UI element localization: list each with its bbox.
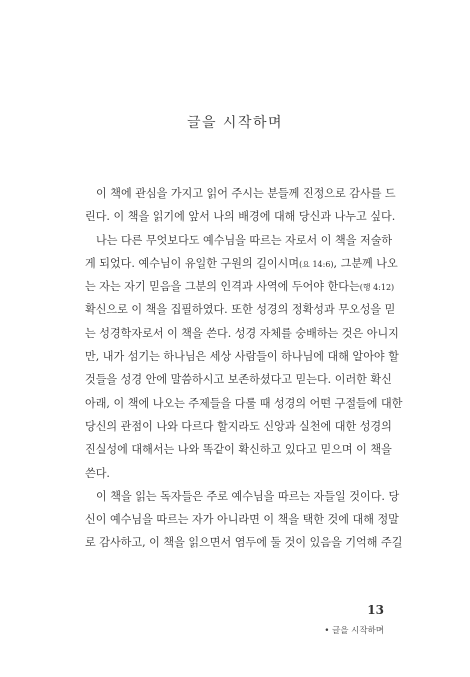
text-fragment: 게 되었다. 예수님이 유일한 구원의 길이시며 xyxy=(85,256,300,270)
text-line: 만, 내가 섬기는 하나님은 세상 사람들이 하나님에 대해 알아야 할 xyxy=(85,350,399,364)
text-line: 는 성경학자로서 이 책을 쓴다. 성경 자체를 숭배하는 것은 아니지 xyxy=(85,326,399,340)
page-title: 글을 시작하며 xyxy=(186,115,284,131)
text-line xyxy=(85,275,395,298)
text-line: 신이 예수님을 따르는 자가 아니라면 이 책을 택한 것에 대해 정말 xyxy=(85,513,399,527)
scripture-reference: (행 4:12) xyxy=(359,283,395,293)
text-fragment: , 그분께 나오 xyxy=(333,256,398,270)
running-head: • 글을 시작하며 xyxy=(324,626,384,636)
text-line: 로 감사하고, 이 책을 읽으면서 염두에 둘 것이 있음을 기억해 주길 xyxy=(85,536,403,550)
scripture-reference: (요 14:6) xyxy=(299,259,334,269)
text-line: 쓴다. xyxy=(85,466,110,480)
text-line: 확신으로 이 책을 집필하였다. 또한 성경의 정확성과 무오성을 믿 xyxy=(85,303,396,317)
text-line: 린다. 이 책을 읽기에 앞서 나의 배경에 대해 당신과 나누고 싶다. xyxy=(85,210,396,224)
text-line: 나는 다른 무엇보다도 예수님을 따르는 자로서 이 책을 저술하 xyxy=(96,233,393,247)
text-fragment: 는 자는 자기 믿음을 그분의 인격과 사역에 두어야 한다는 xyxy=(85,280,360,294)
text-line: 진실성에 대해서는 나와 똑같이 확신하고 있다고 믿으며 이 책을 xyxy=(85,443,392,457)
text-line: 것들을 성경 안에 말씀하시고 보존하셨다고 믿는다. 이러한 확신 xyxy=(85,373,392,387)
body-text xyxy=(85,182,403,555)
page-number: 13 xyxy=(367,603,384,617)
text-line: 아래, 이 책에 나오는 주제들을 다룰 때 성경의 어떤 구절들에 대한 xyxy=(85,396,403,410)
text-line: 이 책에 관심을 가지고 읽어 주시는 분들께 진정으로 감사를 드 xyxy=(96,187,396,200)
text-line: 이 책을 읽는 독자들은 주로 예수님을 따르는 자들일 것이다. 당 xyxy=(96,489,400,503)
text-line: 당신의 관점이 나와 다르다 할지라도 신앙과 실천에 대한 성경의 xyxy=(85,419,392,433)
text-line xyxy=(85,252,398,275)
